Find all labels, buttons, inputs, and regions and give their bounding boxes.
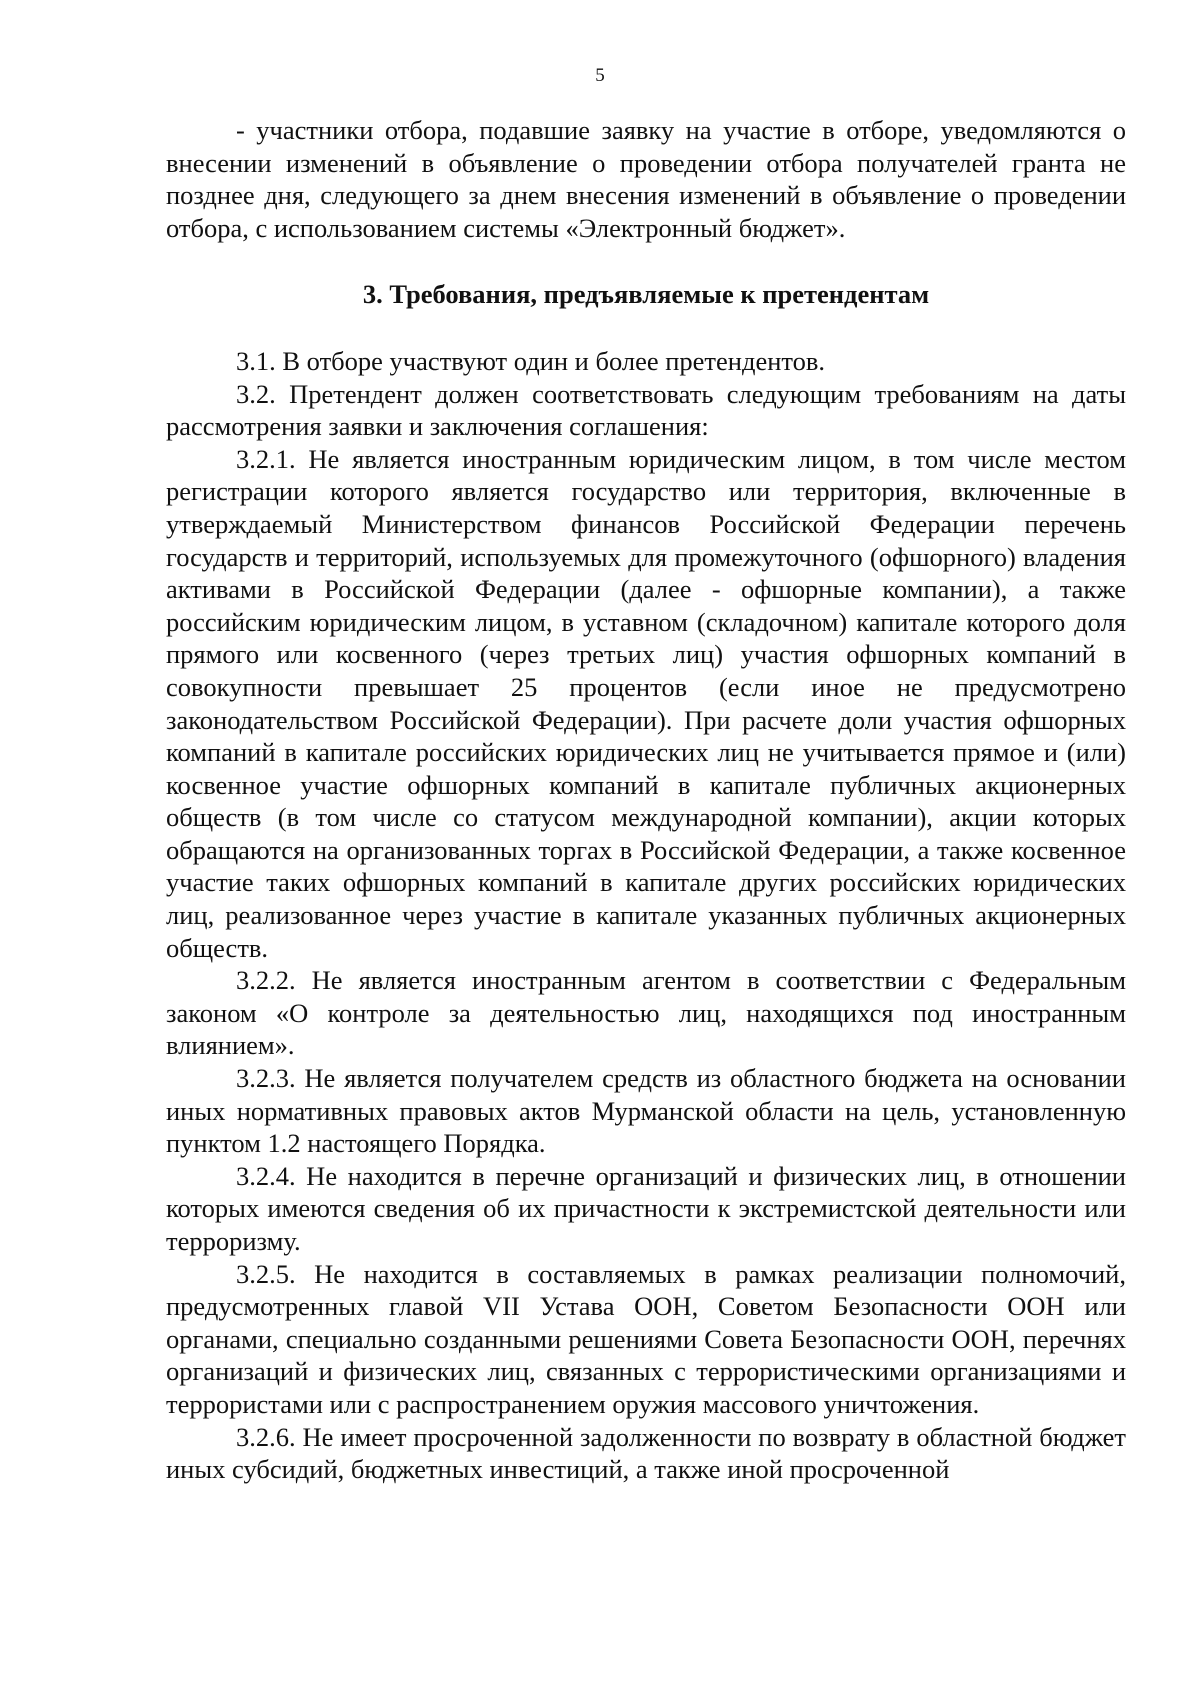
paragraph-3-2-5: 3.2.5. Не находится в составляемых в рамках реализации полномочий, предусмотренных главой VII Устава ООН, Советом Безопасности ООН или органами, специально созданными решениями Совета Безопасности ООН, перечнях организаций и физических лиц, связанных с террористическими организациями и террористами или с распространением оружия массового уничтожения.: [166, 1258, 1126, 1419]
paragraph-3-2-1: 3.2.1. Не является иностранным юридическим лицом, в том числе местом регистрации которого является государство или территория, включенные в утверждаемый Министерством финансов Российской Федерации перечень государств и территорий, используемых для промежуточного (офшорного) владения активами в Российской Федерации (далее - офшорные компании), а также российским юридическим лицом, в уставном (складочном) капитале которого доля прямого или косвенного (через третьих лиц) участия офшорных компаний в совокупности превышает 25 процентов (если иное не предусмотрено законодательством Российской Федерации). При расчете доли участия офшорных компаний в капитале российских юридических лиц не учитывается прямое и (или) косвенное участие офшорных компаний в капитале публичных акционерных обществ (в том числе со статусом международной компании), акции которых обращаются на организованных торгах в Российской Федерации, а также косвенное участие таких офшорных компаний в капитале других российских юридических лиц, реализованное через участие в капитале указанных публичных акционерных обществ.: [166, 443, 1126, 963]
section-heading: 3. Требования, предъявляемые к претендентам: [362, 279, 930, 310]
document-body: [166, 114, 1126, 1486]
paragraph-3-2: 3.2. Претендент должен соответствовать следующим требованиям на даты рассмотрения заявки и заключения соглашения:: [166, 378, 1126, 442]
paragraph-3-2-2: 3.2.2. Не является иностранным агентом в соответствии с Федеральным законом «О контроле за деятельностью лиц, находящихся под иностранным влиянием».: [166, 965, 1126, 1061]
paragraph-3-1: 3.1. В отборе участвуют один и более претендентов.: [236, 345, 826, 376]
paragraph-3-2-3: 3.2.3. Не является получателем средств из областного бюджета на основании иных нормативных правовых актов Мурманской области на цель, установленную пунктом 1.2 настоящего Порядка.: [166, 1063, 1126, 1159]
paragraph-3-2-4: 3.2.4. Не находится в перечне организаций и физических лиц, в отношении которых имеются сведения об их причастности к экстремистской деятельности или терроризму.: [166, 1160, 1126, 1256]
paragraph-3-2-6: 3.2.6. Не имеет просроченной задолженности по возврату в областной бюджет иных субсидий, бюджетных инвестиций, а также иной просроченной: [166, 1421, 1126, 1485]
intro-paragraph: - участники отбора, подавшие заявку на участие в отборе, уведомляются о внесении изменений в объявление о проведении отбора получателей гранта не позднее дня, следующего за днем внесения изменений в объявление о проведении отбора, с использованием системы «Электронный бюджет».: [166, 115, 1126, 243]
page-number: 5: [595, 65, 605, 86]
